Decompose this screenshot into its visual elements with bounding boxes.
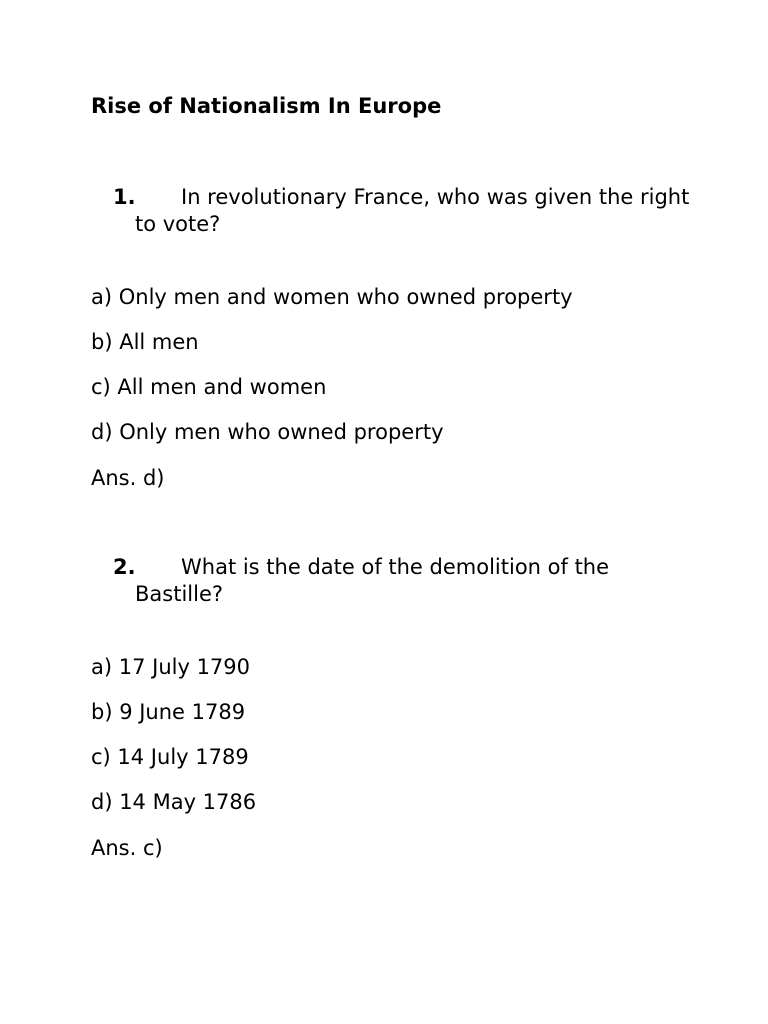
question-1 <box>113 184 703 238</box>
option-c: c) 14 July 1789 <box>91 745 249 769</box>
option-a: a) Only men and women who owned property <box>91 285 573 309</box>
option-b: b) All men <box>91 330 199 354</box>
question-number: 1. <box>113 185 136 209</box>
answer: Ans. c) <box>91 836 163 860</box>
document-title: Rise of Nationalism In Europe <box>91 94 442 118</box>
question-2 <box>113 554 703 608</box>
option-d: d) Only men who owned property <box>91 420 444 444</box>
answer: Ans. d) <box>91 466 165 490</box>
question-text: What is the date of the demolition of the Bastille? <box>135 555 610 606</box>
option-d: d) 14 May 1786 <box>91 790 257 814</box>
option-a: a) 17 July 1790 <box>91 655 251 679</box>
option-b: b) 9 June 1789 <box>91 700 246 724</box>
question-number: 2. <box>113 555 136 579</box>
question-text: In revolutionary France, who was given the right to vote? <box>135 185 690 236</box>
option-c: c) All men and women <box>91 375 327 399</box>
